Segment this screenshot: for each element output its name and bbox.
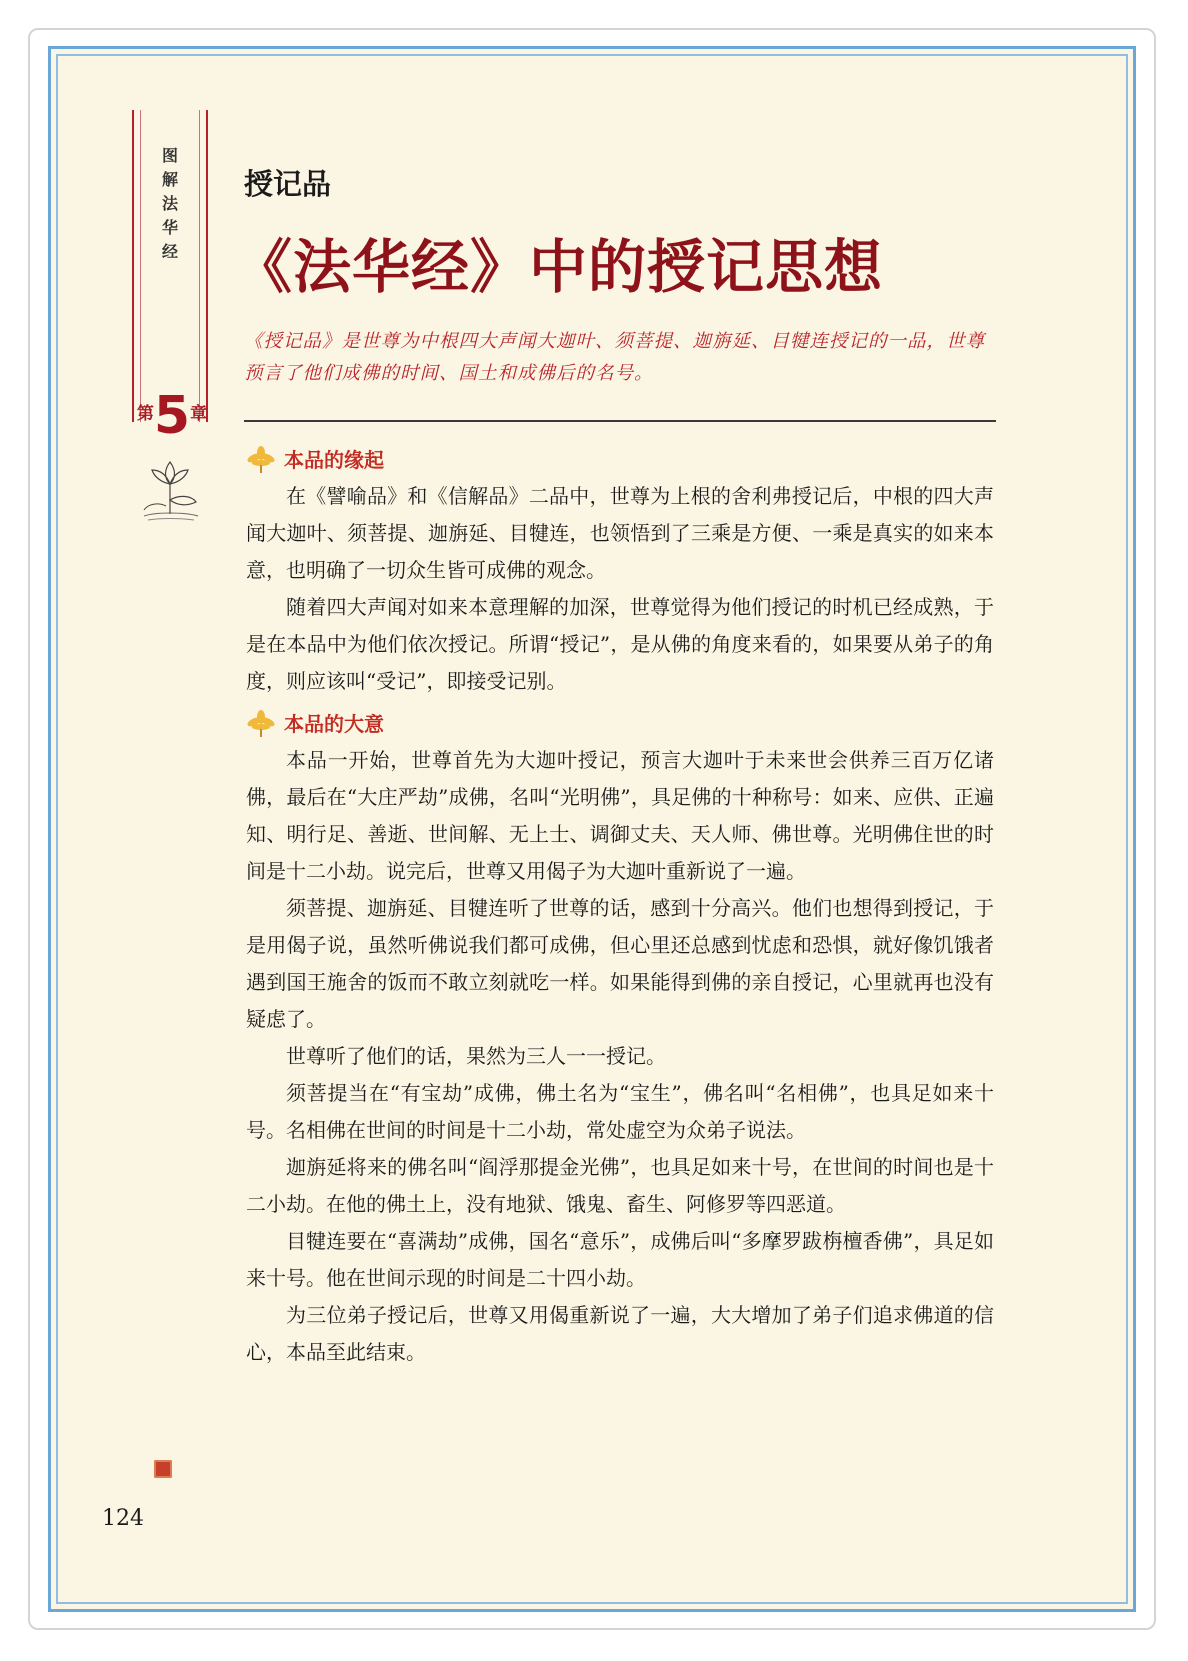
intro-summary: 《授记品》是世尊为中根四大声闻大迦叶、须菩提、迦旃延、目犍连授记的一品，世尊预言了他们成佛的时间、国土和成佛后的名号。: [244, 331, 986, 384]
page-title: 《法华经》中的授记思想: [234, 233, 884, 301]
body-paragraph: 为三位弟子授记后，世尊又用偈重新说了一遍，大大增加了弟子们追求佛道的信心，本品至此结束。: [246, 1303, 994, 1364]
body-paragraph: 须菩提当在“有宝劫”成佛，佛土名为“宝生”，佛名叫“名相佛”，也具足如来十号。名相佛在世间的时间是十二小劫，常处虚空为众弟子说法。: [246, 1081, 994, 1142]
chapter-tab: [132, 110, 208, 446]
body-paragraph: 须菩提、迦旃延、目犍连听了世尊的话，感到十分高兴。他们也想得到授记，于是用偈子说，虽然听佛说我们都可成佛，但心里还总感到忧虑和恐惧，就好像饥饿者遇到国王施舍的饭而不敢立刻就吃一样。如果能得到佛的亲自授记，心里就再也没有疑虑了。: [246, 896, 994, 1031]
book-title-char: 法: [161, 194, 178, 213]
body-paragraph: 迦旃延将来的佛名叫“阎浮那提金光佛”，也具足如来十号，在世间的时间也是十二小劫。在他的佛土上，没有地狱、饿鬼、畜生、阿修罗等四恶道。: [246, 1155, 994, 1216]
book-title-char: 经: [161, 242, 178, 261]
body-paragraph: 在《譬喻品》和《信解品》二品中，世尊为上根的舍利弗授记后，中根的四大声闻大迦叶、须菩提、迦旃延、目犍连，也领悟到了三乘是方便、一乘是真实的如来本意，也明确了一切众生皆可成佛的观念。: [246, 484, 994, 582]
section-body-origin: [246, 478, 994, 700]
section-heading-summary: [246, 708, 384, 737]
section-body-summary: [246, 742, 994, 1371]
page-number: 124: [102, 1506, 144, 1531]
red-seal-icon: [154, 1460, 172, 1478]
chapter-label: [130, 386, 214, 446]
section-heading-label: 本品的大意: [284, 712, 384, 736]
book-title-char: 华: [161, 218, 178, 237]
section-heading-label: 本品的缘起: [284, 448, 384, 472]
body-paragraph: 随着四大声闻对如来本意理解的加深，世尊觉得为他们授记的时机已经成熟，于是在本品中为他们依次授记。所谓“授记”，是从佛的角度来看的，如果要从弟子的角度，则应该叫“受记”，即接受记别。: [246, 595, 994, 693]
body-paragraph: 世尊听了他们的话，果然为三人一一授记。: [286, 1044, 666, 1068]
book-title-char: 图: [161, 146, 178, 165]
lotus-illustration-icon: [140, 456, 200, 524]
header-divider: [244, 420, 996, 422]
chapter-suffix: 章: [190, 404, 208, 424]
chapter-prefix: 第: [136, 404, 154, 424]
section-heading-origin: [246, 444, 384, 473]
body-paragraph: 目犍连要在“喜满劫”成佛，国名“意乐”，成佛后叫“多摩罗跋栴檀香佛”，具足如来十号。他在世间示现的时间是二十四小劫。: [246, 1229, 994, 1290]
body-paragraph: 本品一开始，世尊首先为大迦叶授记，预言大迦叶于未来世会供养三百万亿诸佛，最后在“大庄严劫”成佛，名叫“光明佛”，具足佛的十种称号：如来、应供、正遍知、明行足、善逝、世间解、无上士、调御丈夫、天人师、佛世尊。光明佛住世的时间是十二小劫。说完后，世尊又用偈子为大迦叶重新说了一遍。: [246, 748, 994, 883]
book-title-vertical: [134, 144, 206, 264]
lotus-bullet-icon: [246, 709, 276, 737]
chapter-subtitle: 授记品: [244, 167, 332, 201]
lotus-bullet-icon: [246, 445, 276, 473]
book-title-char: 解: [161, 170, 178, 189]
chapter-number: 5: [153, 386, 191, 446]
